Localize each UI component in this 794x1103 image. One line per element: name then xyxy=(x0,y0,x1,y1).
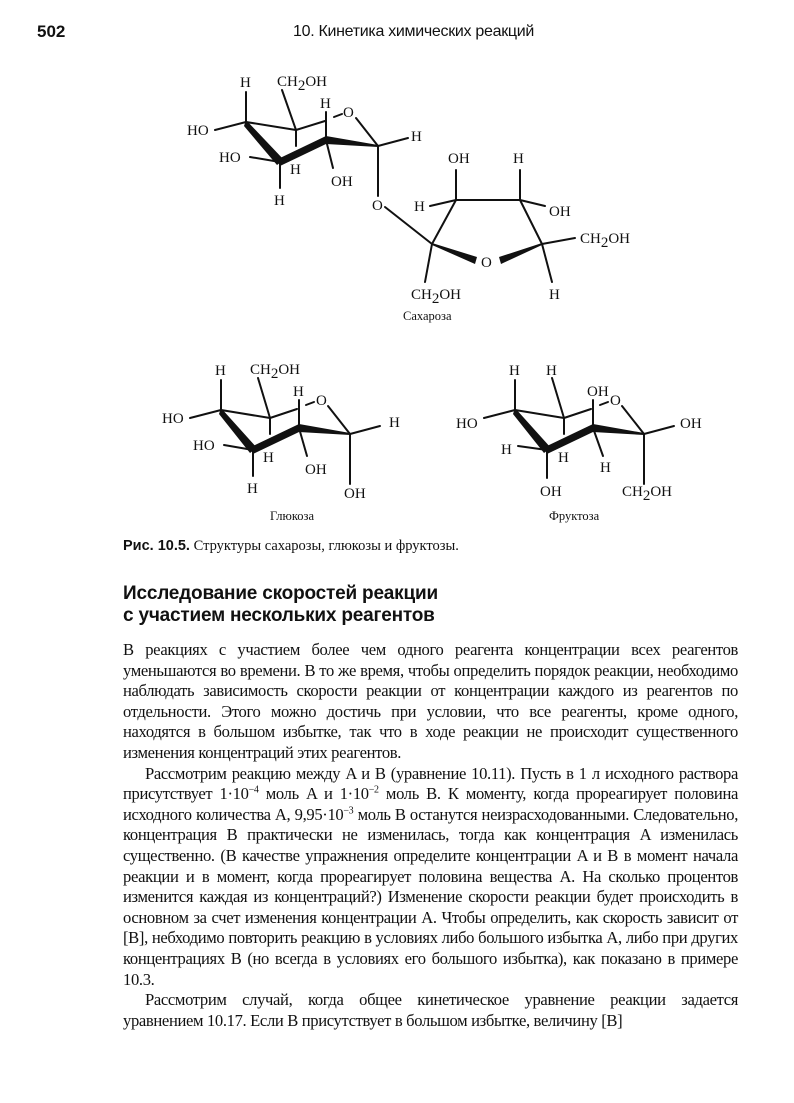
body-text xyxy=(123,640,738,1031)
section-heading xyxy=(123,583,438,627)
atom-label: OH xyxy=(540,484,562,500)
sucrose-fructose-ring xyxy=(425,170,575,282)
atom-label: HO xyxy=(456,416,478,432)
atom-label: OH xyxy=(680,416,702,432)
wedge-bond xyxy=(547,424,593,454)
atom-label: H xyxy=(290,162,301,178)
atom-label: CH2OH xyxy=(580,231,631,251)
atom-label: O xyxy=(316,393,327,409)
text-run: моль A и 1·10 xyxy=(258,784,369,804)
atom-label: OH xyxy=(549,204,571,220)
text-run: моль B останутся неизрасходованными. Следовательно, концентрация B практически не изменилась, тогда как концентрация A изменилась существенно. (В качестве упражнения определите концентрации A и B в момент начала реакции и в момент, когда прореагирует половина вещества A. На сколько процентов изменится каждая из концентраций?) Изменение скорости реакции будет происходить в основном за счет изменения концентрации A. Чтобы определить, как скорость зависит от [B], небходимо повторить реакцию в условиях либо большого избытка A, либо при других концентрациях B (но всегда в условиях его большого избытка), как показано в примере 10.3. xyxy=(123,804,738,989)
figure-structures xyxy=(0,0,794,530)
section-heading-line1: Исследование скоростей реакции xyxy=(123,583,438,604)
atom-label: H xyxy=(501,442,512,458)
atom-label: CH2OH xyxy=(622,484,673,504)
paragraph-3: Рассмотрим случай, когда общее кинетическое уравнение реакции задается уравнением 10.17. Если B присутствует в большом избытке, величину [B] xyxy=(123,990,738,1030)
atom-label: H xyxy=(247,481,258,497)
atom-label: OH xyxy=(331,174,353,190)
figure-caption-label: Рис. 10.5. xyxy=(123,538,190,554)
atom-label: H xyxy=(215,363,226,379)
running-header: 10. Кинетика химических реакций xyxy=(293,23,535,40)
atom-label: H xyxy=(389,415,400,431)
atom-label: HO xyxy=(193,438,215,454)
sucrose-name: Сахароза xyxy=(403,309,452,323)
atom-label: H xyxy=(320,96,331,112)
atom-label: OH xyxy=(305,462,327,478)
atom-label: H xyxy=(411,129,422,145)
sucrose-labels xyxy=(187,74,630,323)
wedge-bond xyxy=(499,243,542,264)
atom-label: OH xyxy=(344,486,366,502)
figure-caption xyxy=(123,538,459,555)
atom-label: CH2OH xyxy=(411,287,462,307)
exponent: −2 xyxy=(368,784,379,796)
paragraph-1: В реакциях с участием более чем одного реагента концентрации всех реагентов уменьшаются во времени. В то же время, чтобы определить порядок реакции, необходимо наблюдать зависимость скорости реакции от концентрации каждого из реагентов по отдельности. Этого можно достичь при условии, что все реагенты, кроме одного, находятся в большом избытке, так что в ходе реакции не происходит существенного изменения концентраций этих реагентов. xyxy=(123,640,738,762)
figure-caption-text: Структуры сахарозы, глюкозы и фруктозы. xyxy=(189,538,459,554)
wedge-bond xyxy=(280,136,326,166)
atom-label: OH xyxy=(587,384,609,400)
atom-label: H xyxy=(240,75,251,91)
atom-label: O xyxy=(343,105,354,121)
text-run: моль B. К моменту, когда прореагирует половина исходного количества A, 9,95·10 xyxy=(123,784,738,824)
atom-label: CH2OH xyxy=(277,74,328,94)
fructose-labels xyxy=(456,363,702,523)
exponent: −3 xyxy=(343,805,354,817)
atom-label: H xyxy=(549,287,560,303)
atom-label: H xyxy=(513,151,524,167)
atom-label: H xyxy=(263,450,274,466)
exponent: −4 xyxy=(248,784,259,796)
atom-label: H xyxy=(600,460,611,476)
atom-label: HO xyxy=(187,123,209,139)
atom-label: HO xyxy=(219,150,241,166)
atom-label: CH2OH xyxy=(250,362,301,382)
glucose-labels xyxy=(162,362,400,523)
atom-label: OH xyxy=(448,151,470,167)
paragraph-2 xyxy=(123,764,738,991)
atom-label: H xyxy=(558,450,569,466)
atom-label: H xyxy=(546,363,557,379)
atom-label: O xyxy=(610,393,621,409)
atom-label: H xyxy=(293,384,304,400)
wedge-bond xyxy=(253,424,299,454)
fructose-name: Фруктоза xyxy=(549,509,600,523)
atom-label: HO xyxy=(162,411,184,427)
atom-label: H xyxy=(414,199,425,215)
wedge-bond xyxy=(432,243,477,264)
atom-label: H xyxy=(274,193,285,209)
page-number: 502 xyxy=(37,22,66,41)
atom-label: O xyxy=(481,255,492,271)
section-heading-line2: с участием нескольких реагентов xyxy=(123,605,435,626)
atom-label: O xyxy=(372,198,383,214)
glucose-name: Глюкоза xyxy=(270,509,315,523)
sucrose-glucose-ring xyxy=(215,90,432,244)
text-run: Рассмотрим реакцию между A и B (уравнение 10.11). Пусть в 1 л исходного раствора присутствует 1·10 xyxy=(123,763,738,804)
atom-label: H xyxy=(509,363,520,379)
